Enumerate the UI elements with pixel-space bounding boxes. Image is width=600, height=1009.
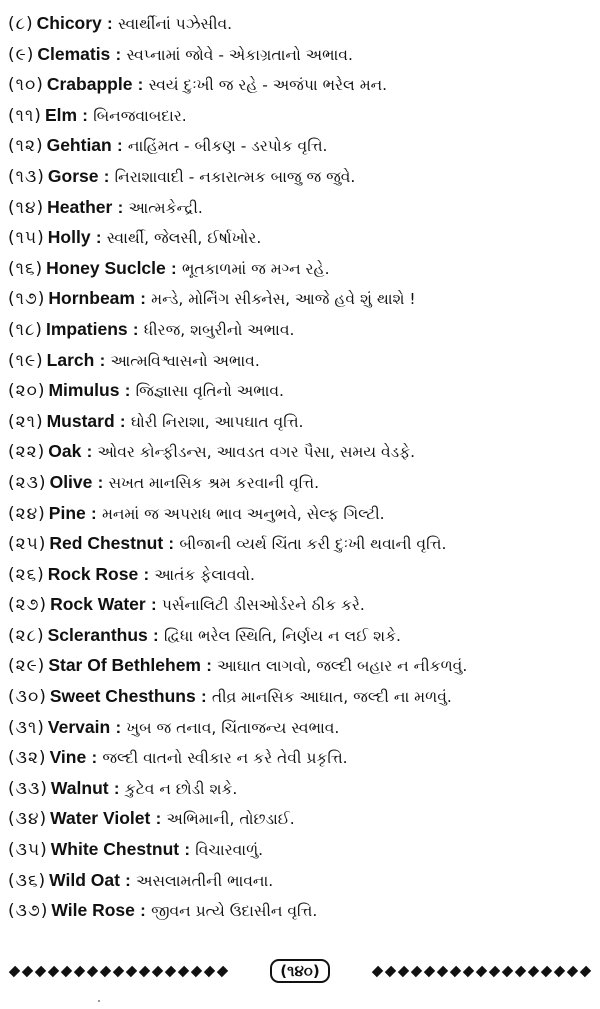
remedy-description: આત્મકેન્દ્રી. [128, 198, 203, 217]
entry-number: (૨૬) [8, 564, 45, 585]
list-item [8, 681, 593, 712]
list-item [8, 865, 593, 896]
diamond-icon [372, 965, 383, 976]
diamond-icon [61, 965, 72, 976]
diamond-icon [554, 965, 565, 976]
diamond-icon [22, 965, 33, 976]
entry-separator: : [97, 472, 104, 492]
entry-number: (૨૦) [8, 381, 46, 402]
diamond-icon [528, 965, 539, 976]
list-item [8, 742, 593, 773]
remedy-description: નાહિંમત - બીકણ - ડરપોક વૃત્તિ. [127, 137, 328, 156]
entry-separator: : [153, 625, 159, 645]
entry-separator: : [91, 748, 98, 768]
entry-number: (૧૯) [8, 350, 44, 371]
entry-separator: : [206, 656, 212, 676]
list-item [8, 8, 593, 39]
remedy-name: Gehtian [46, 135, 112, 156]
remedy-name: Crabapple [46, 74, 133, 95]
page-number: (૧૪૦) [270, 959, 329, 983]
remedy-description: જલ્દી વાતનો સ્વીકાર ન કરે તેવી પ્રકૃત્તિ. [102, 749, 348, 768]
remedy-name: Rock Water [50, 594, 146, 615]
remedy-name: Gorse [47, 165, 99, 186]
list-item [8, 895, 593, 926]
remedy-name: Wile Rose [51, 900, 135, 921]
list-item [8, 192, 593, 223]
remedy-description: સ્વાર્થી, જેલસી, ઈર્ષાખોર. [106, 229, 262, 248]
list-item [8, 773, 593, 804]
remedy-name: Honey Suclcle [46, 257, 166, 278]
list-item [8, 161, 593, 192]
entry-separator: : [103, 166, 110, 186]
remedy-description: કુટેવ ન છોડી શકે. [124, 779, 238, 798]
entry-separator: : [113, 778, 120, 798]
entry-separator: : [124, 381, 131, 401]
list-item [8, 283, 593, 314]
entry-number: (૨૪) [8, 503, 46, 524]
remedy-description: ભૂતકાળમાં જ મગ્ન રહે. [181, 259, 330, 278]
remedy-name: Hornbeam [48, 288, 135, 309]
remedy-description: વિચારવાળું. [195, 841, 264, 860]
diamond-icon [437, 965, 448, 976]
list-item [8, 528, 593, 559]
remedy-description: સ્વયં દુઃખી જ રહે - અજંપા ભરેલ મન. [148, 76, 388, 95]
remedy-name: Chicory [36, 13, 102, 33]
diamond-icon [424, 965, 435, 976]
remedy-name: Larch [46, 349, 95, 370]
diamond-icon [450, 965, 461, 976]
list-item [8, 650, 593, 681]
list-item [8, 406, 593, 437]
remedy-description: દ્વિધા ભરેલ સ્થિતિ, નિર્ણય ન લઈ શકે. [163, 626, 401, 645]
list-item [8, 375, 593, 406]
entry-separator: : [86, 442, 93, 462]
entry-number: (૧૮) [8, 319, 43, 340]
page-footer [10, 958, 590, 984]
list-item [8, 436, 593, 467]
entry-separator: : [184, 840, 191, 860]
diamond-icon [100, 965, 111, 976]
remedy-description: અસલામતીની ભાવના. [136, 871, 274, 890]
entry-number: (૨૯) [8, 656, 46, 677]
remedy-description: બીજાની વ્યર્થ ચિંતા કરી દુઃખી થવાની વૃત્તિ. [179, 535, 447, 554]
entry-separator: : [95, 228, 102, 248]
entry-number: (૨૧) [8, 411, 44, 432]
remedy-description: જીવન પ્રત્યે ઉદાસીન વૃત્તિ. [151, 902, 318, 921]
entry-separator: : [125, 870, 131, 890]
remedy-description: તીવ્ર માનસિક આઘાત, જલ્દી ના મળવું. [211, 688, 452, 707]
list-item [8, 589, 593, 620]
entry-number: (૧૨) [8, 136, 44, 157]
diamond-icon [152, 965, 163, 976]
entry-number: (૩૦) [8, 687, 47, 708]
entry-number: (૩૪) [8, 809, 48, 830]
left-ornament-row [10, 967, 227, 976]
entry-separator: : [99, 350, 106, 370]
entry-separator: : [107, 14, 113, 33]
entry-number: (૨૫) [8, 534, 47, 555]
entry-number: (૩૨) [8, 748, 47, 769]
diamond-icon [126, 965, 137, 976]
diamond-icon [48, 965, 59, 976]
diamond-icon [385, 965, 396, 976]
entry-separator: : [117, 197, 124, 217]
remedy-description: મનમાં જ અપરાધ ભાવ અનુભવે, સેલ્ફ ગિલ્ટી. [101, 504, 385, 523]
entry-number: (૩૩) [8, 778, 48, 799]
entry-number: (૮) [8, 14, 34, 34]
entry-separator: : [155, 809, 162, 829]
entry-separator: : [119, 411, 126, 431]
diamond-icon [411, 965, 422, 976]
diamond-icon [489, 965, 500, 976]
remedy-description: ઘોરી નિરાશા, આપઘાત વૃત્તિ. [130, 412, 304, 431]
remedy-name: Impatiens [45, 318, 128, 339]
remedy-name: Holly [47, 227, 91, 248]
entry-number: (૯) [8, 44, 35, 65]
remedy-name: Star Of Bethlehem [48, 655, 201, 676]
print-speck [98, 1000, 100, 1002]
remedy-name: White Chestnut [50, 839, 180, 860]
list-item [8, 39, 593, 70]
list-item [8, 100, 593, 131]
remedy-description: અભિમાની, તોછડાઈ. [166, 810, 295, 829]
list-item [8, 834, 593, 865]
remedy-name: Vine [49, 747, 87, 768]
list-item [8, 467, 593, 498]
diamond-icon [74, 965, 85, 976]
entry-number: (૧૫) [8, 228, 45, 249]
entry-number: (૨૩) [8, 472, 47, 493]
entry-separator: : [140, 289, 146, 309]
remedy-description: આતંક ફેલાવવો. [154, 565, 255, 584]
entry-number: (૧૬) [8, 258, 44, 279]
entry-separator: : [82, 105, 88, 125]
remedy-name: Oak [48, 441, 82, 462]
entry-number: (૧૭) [8, 289, 46, 310]
entry-separator: : [143, 564, 150, 584]
entry-number: (૩૫) [8, 840, 48, 861]
list-item [8, 253, 593, 284]
diamond-icon [139, 965, 150, 976]
list-item [8, 314, 593, 345]
entry-separator: : [200, 687, 207, 707]
entry-number: (૨૨) [8, 442, 46, 463]
entry-separator: : [116, 136, 123, 156]
diamond-icon [178, 965, 189, 976]
entry-separator: : [137, 75, 144, 95]
entry-separator: : [168, 534, 175, 554]
list-item [8, 69, 593, 100]
remedy-description: ધીરજ, શબુરીનો અભાવ. [143, 320, 295, 339]
remedy-name: Red Chestnut [49, 533, 164, 554]
remedy-name: Mimulus [48, 380, 120, 401]
list-item [8, 345, 593, 376]
remedy-name: Rock Rose [47, 563, 139, 584]
entry-number: (૩૧) [8, 717, 45, 738]
remedy-name: Pine [48, 502, 86, 523]
entry-separator: : [91, 503, 97, 523]
entry-number: (૧૩) [8, 166, 45, 187]
entry-number: (૩૬) [8, 870, 47, 891]
remedy-description: પર્સનાલિટી ડીસઓર્ડરને ઠીક કરે. [161, 596, 365, 615]
entry-separator: : [150, 595, 157, 615]
remedy-description: સ્વાર્થીનાં પઝેસીવ. [117, 15, 233, 33]
diamond-icon [113, 965, 124, 976]
remedy-name: Wild Oat [49, 869, 120, 890]
diamond-icon [541, 965, 552, 976]
remedy-name: Elm [44, 104, 78, 125]
remedy-description: બિનજવાબદાર. [93, 106, 187, 125]
list-item [8, 803, 593, 834]
remedy-name: Sweet Chesthuns [49, 686, 196, 707]
remedy-name: Water Violet [50, 808, 151, 829]
diamond-icon [9, 965, 20, 976]
remedy-description: સખત માનસિક શ્રમ કરવાની વૃત્તિ. [108, 473, 320, 492]
list-item [8, 559, 593, 590]
entry-separator: : [115, 44, 122, 64]
list-item [8, 620, 593, 651]
remedy-name: Olive [49, 471, 93, 492]
diamond-icon [502, 965, 513, 976]
remedy-description: આઘાત લાગવો, જલ્દી બહાર ન નીકળવું. [217, 657, 468, 676]
entry-separator: : [140, 901, 146, 921]
remedy-name: Mustard [46, 410, 115, 431]
remedy-name: Vervain [47, 716, 111, 737]
list-item [8, 712, 593, 743]
remedy-description: સ્વપ્નામાં જોવે - એકાગ્રતાનો અભાવ. [126, 45, 353, 64]
remedy-description: આત્મવિશ્વાસનો અભાવ. [110, 351, 260, 370]
remedy-list [8, 8, 593, 926]
entry-number: (૧૪) [8, 197, 45, 218]
remedy-name: Clematis [37, 43, 111, 64]
entry-separator: : [171, 258, 177, 278]
entry-number: (૨૭) [8, 595, 48, 616]
diamond-icon [476, 965, 487, 976]
diamond-icon [87, 965, 98, 976]
diamond-icon [165, 965, 176, 976]
entry-number: (૩૭) [8, 901, 49, 922]
remedy-description: ઓવર કોન્ફીડન્સ, આવડત વગર પૈસા, સમય વેડફે. [97, 443, 416, 462]
entry-separator: : [115, 717, 122, 737]
diamond-icon [515, 965, 526, 976]
list-item [8, 222, 593, 253]
remedy-description: નિરાશાવાદી - નકારાત્મક બાજુ જ જુવે. [114, 167, 356, 186]
entry-separator: : [132, 319, 139, 339]
diamond-icon [35, 965, 46, 976]
entry-number: (૧૧) [8, 105, 42, 126]
diamond-icon [567, 965, 578, 976]
list-item [8, 130, 593, 161]
right-ornament-row [373, 967, 590, 976]
remedy-name: Heather [47, 196, 113, 217]
remedy-description: જિજ્ઞાસા વૃતિનો અભાવ. [135, 382, 284, 401]
remedy-description: ખુબ જ તનાવ, ચિંતાજન્ય સ્વભાવ. [126, 718, 340, 737]
diamond-icon [217, 965, 228, 976]
diamond-icon [580, 965, 591, 976]
remedy-name: Scleranthus [47, 624, 148, 645]
diamond-icon [463, 965, 474, 976]
remedy-name: Walnut [50, 777, 109, 798]
remedy-description: મન્ડે, મોર્નિંગ સીક્નેસ, આજે હવે શું થાશે ! [151, 290, 416, 309]
diamond-icon [204, 965, 215, 976]
diamond-icon [191, 965, 202, 976]
entry-number: (૨૮) [8, 625, 45, 646]
list-item [8, 498, 593, 529]
diamond-icon [398, 965, 409, 976]
entry-number: (૧૦) [8, 75, 44, 96]
